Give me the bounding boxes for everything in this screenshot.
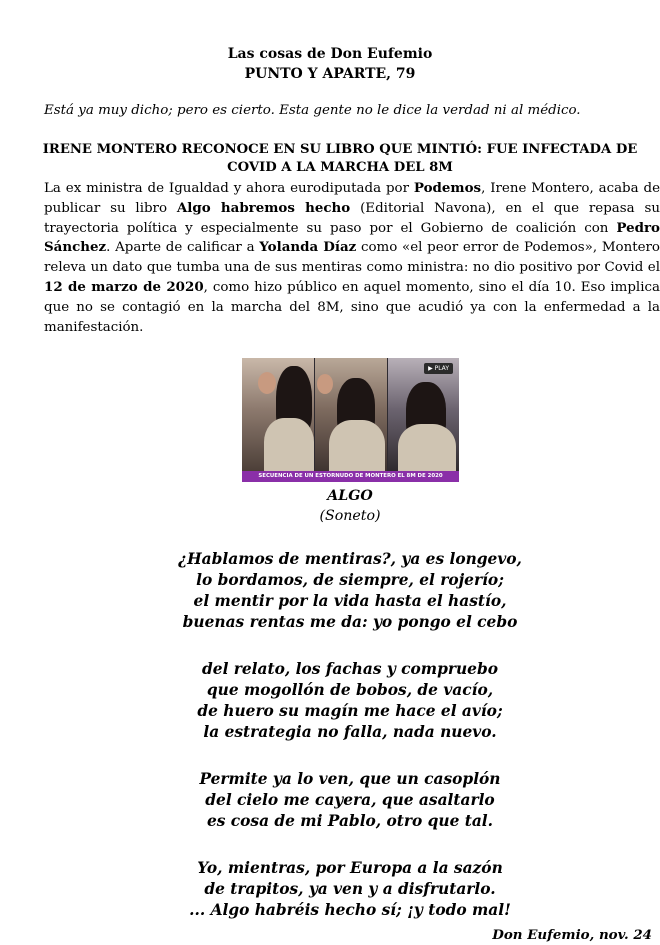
photo-panel [242,358,314,471]
poem-line: buenas rentas me da: yo pongo el cebo [182,613,518,631]
poem-line: la estrategia no falla, nada nuevo. [203,723,497,741]
article-body [44,179,660,337]
poem-line: Permite ya lo ven, que un casoplón [199,770,501,788]
poem-line: de trapitos, ya ven y a disfrutarlo. [204,880,496,898]
photo-panel [315,358,387,471]
party-name: Podemos [413,180,482,196]
poem-line: que mogollón de bobos, de vacío, [206,681,494,699]
poem-subtitle: (Soneto) [319,508,381,524]
photo-coat [398,424,456,471]
series-title: Las cosas de Don Eufemio [227,46,433,62]
poem-stanza-2 [0,659,660,743]
issue-title: PUNTO Y APARTE, 79 [244,66,416,82]
article-headline: IRENE MONTERO RECONOCE EN SU LIBRO QUE MINTIÓ: FUE INFECTADA DE COVID A LA MARCHA DEL 8M [42,142,638,175]
news-photo [242,358,459,482]
poem-title: ALGO [327,488,373,504]
photo-coat [264,418,314,471]
poem-line: el mentir por la vida hasta el hastío, [193,592,507,610]
photo-coat [329,420,385,471]
photo-panel [388,358,459,471]
article-text: (Editorial Navona), en el que repasa su trayectoria política y especialmente su paso por el Gobierno de coalición con [44,200,660,236]
play-badge[interactable]: ▶ PLAY [424,363,453,374]
article-text: como «el peor error de Podemos», Montero releva un dato que tumba una de sus mentiras como ministra: no dio positivo por Covid el [44,240,660,276]
person-name: Yolanda Díaz [259,239,357,256]
poem-stanza-3 [0,769,660,832]
intro-text: Está ya muy dicho; pero es cierto. Esta gente no le dice la verdad ni al médico. [44,103,581,118]
book-title: Algo habremos hecho [176,199,351,216]
article-text: La ex ministra de Igualdad y ahora eurodiputada por [44,181,414,196]
date-highlight: 12 de marzo de 2020 [44,278,204,295]
poem-line: es cosa de mi Pablo, otro que tal. [206,812,494,830]
person-name: Pedro Sánchez [44,219,660,256]
document-header [0,44,660,84]
poem-line: lo bordamos, de siempre, el rojerío; [196,571,504,589]
poem-stanza-1 [0,549,660,633]
article-text: . Aparte de calificar a [106,240,260,256]
poem-line: del relato, los fachas y compruebo [202,660,498,678]
article-text: , Irene Montero, acaba de publicar su libro [44,181,660,216]
poem-line: del cielo me cayera, que asaltarlo [205,791,495,809]
poem-line: de huero su magín me hace el avío; [197,702,503,720]
photo-face [258,372,276,394]
photo-caption: SECUENCIA DE UN ESTORNUDO DE MONTERO EL 8M DE 2020 [242,471,459,482]
poem-line: ... Algo habréis hecho sí; ¡y todo mal! [189,901,511,919]
poem-stanza-4 [0,858,660,921]
poem-line: Yo, mientras, por Europa a la sazón [197,859,503,877]
article-text: , como hizo público en aquel momento, sino el día 10. Eso implica que no se contagió en la marcha del 8M, sino que acudió ya con la enfermedad a la manifestación. [44,279,660,335]
photo-face [317,374,333,394]
poem-line: ¿Hablamos de mentiras?, ya es longevo, [178,550,522,568]
signature: Don Eufemio, nov. 24 [492,927,652,943]
